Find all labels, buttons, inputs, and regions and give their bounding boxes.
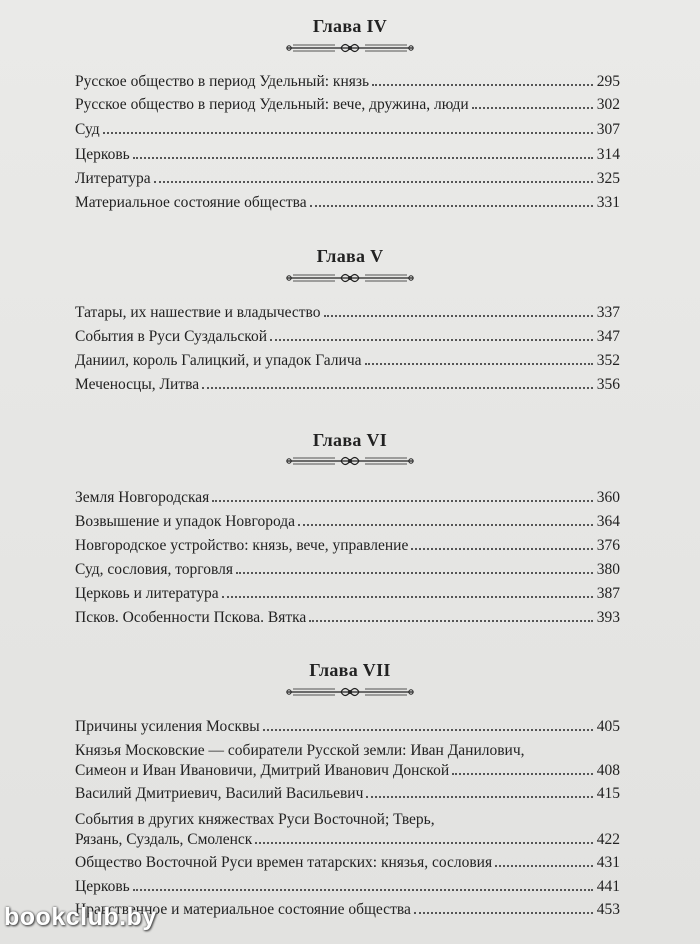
toc-entry: Суд 307 xyxy=(75,121,620,138)
ornament-icon xyxy=(285,453,415,469)
ornament-divider xyxy=(0,684,700,702)
chapter-title: Глава VII xyxy=(309,660,391,680)
ornament-icon xyxy=(285,40,415,56)
toc-entry: Литература 325 xyxy=(75,170,620,187)
toc-entry: Возвышение и упадок Новгорода 364 xyxy=(75,513,620,530)
chapter-title: Глава IV xyxy=(312,16,388,36)
chapter-title: Глава VI xyxy=(312,430,388,450)
ornament-divider xyxy=(0,453,700,471)
toc-entry: Меченосцы, Литва 356 xyxy=(75,376,620,393)
ornament-divider xyxy=(0,270,700,288)
toc-entry: Русское общество в период Удельный: князь 295 xyxy=(75,73,620,90)
watermark-logo: bookclub.by xyxy=(4,903,157,931)
chapter-title: Глава V xyxy=(316,246,384,266)
toc-entry: Церковь 441 xyxy=(75,878,620,895)
toc-entry: События в других княжествах Руси Восточной; Тверь, Рязань, Суздаль, Смоленск 422 xyxy=(75,811,620,848)
toc-entry: Церковь и литература 387 xyxy=(75,585,620,602)
toc-entry: Причины усиления Москвы 405 xyxy=(75,718,620,735)
toc-entry: Суд, сословия, торговля 380 xyxy=(75,561,620,578)
ornament-icon xyxy=(285,270,415,286)
toc-entry: Псков. Особенности Пскова. Вятка 393 xyxy=(75,609,620,626)
toc-entry: Даниил, король Галицкий, и упадок Галича 352 xyxy=(75,352,620,369)
toc-entry: Материальное состояние общества 331 xyxy=(75,194,620,211)
toc-entry: Новгородское устройство: князь, вече, управление 376 xyxy=(75,537,620,554)
toc-entry: Татары, их нашествие и владычество 337 xyxy=(75,304,620,321)
toc-entry: Нравственное и материальное состояние общества 453 xyxy=(75,901,620,918)
ornament-icon xyxy=(285,684,415,700)
toc-entry: Русское общество в период Удельный: вече, дружина, люди 302 xyxy=(75,96,620,113)
toc-entry: Василий Дмитриевич, Василий Васильевич 415 xyxy=(75,785,620,802)
toc-entry: События в Руси Суздальской 347 xyxy=(75,328,620,345)
toc-entry: Князья Московские — собиратели Русской земли: Иван Данилович, Симеон и Иван Ивановичи, Дмитрий Иванович Донской 408 xyxy=(75,742,620,779)
ornament-divider xyxy=(0,40,700,58)
toc-entry: Земля Новгородская 360 xyxy=(75,489,620,506)
toc-entry: Общество Восточной Руси времен татарских: князья, сословия 431 xyxy=(75,854,620,871)
toc-entry: Церковь 314 xyxy=(75,146,620,163)
